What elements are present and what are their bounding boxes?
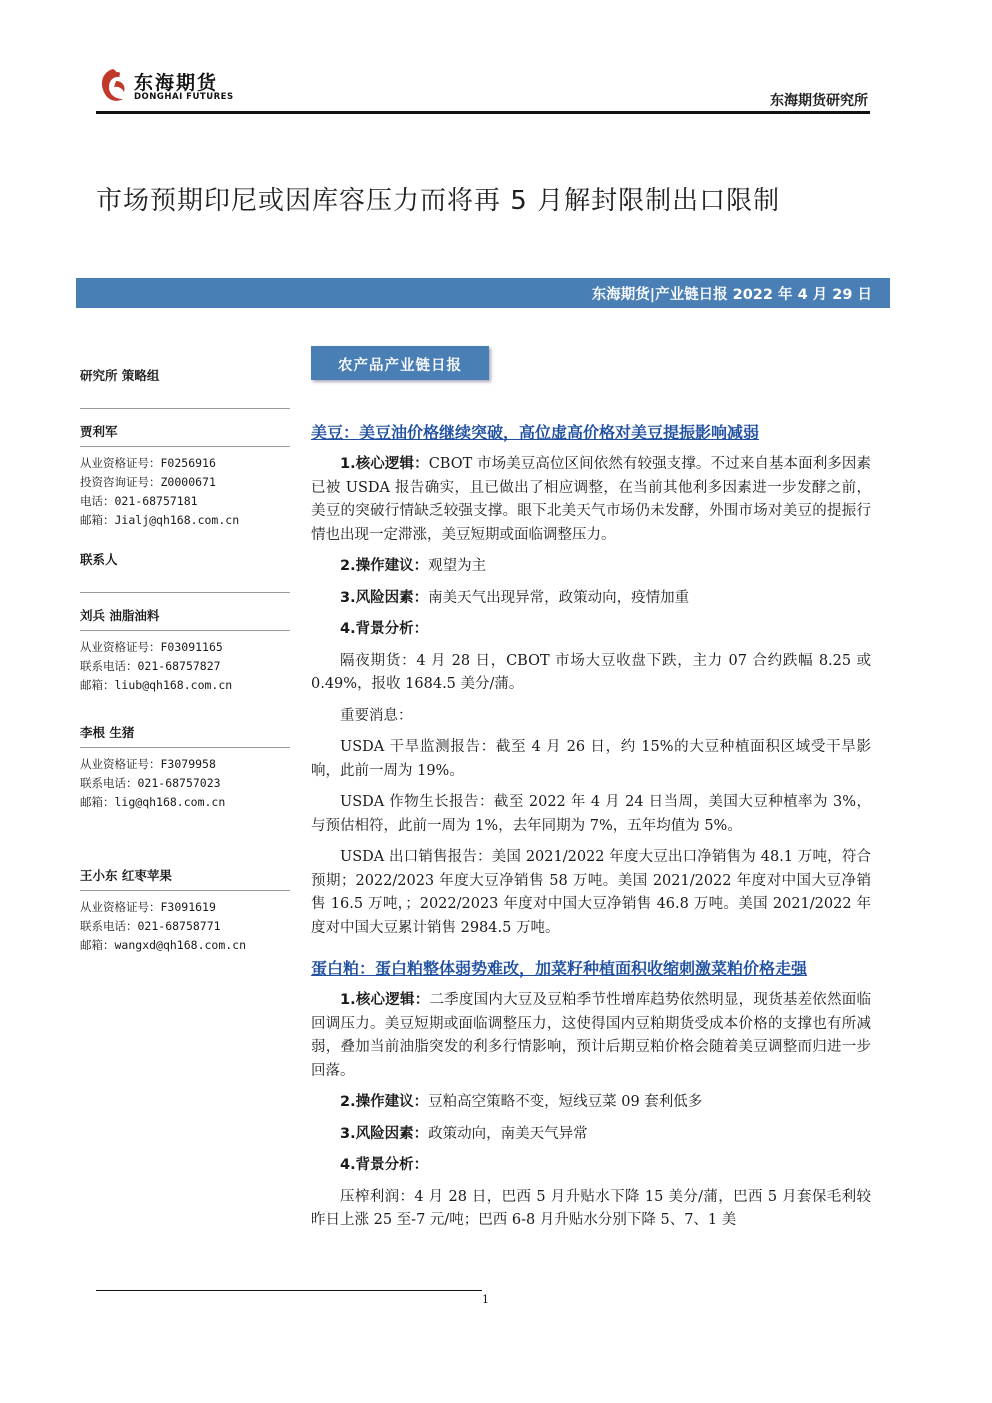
main-content: [311, 420, 871, 1241]
soy-paragraph: 隔夜期货：4 月 28 日，CBOT 市场大豆收盘下跌，主力 07 合约跌幅 8.25 或 0.49%，报收 1684.5 美分/蒲。: [311, 652, 871, 692]
meal-advice-label: 2.操作建议：: [340, 1094, 429, 1110]
footer-divider: [96, 1290, 482, 1291]
soy-advice-text: 观望为主: [428, 558, 487, 574]
section-label-text: 农产品产业链日报: [338, 358, 462, 374]
contact-detail: 联系电话：021-68757023: [80, 776, 221, 790]
contact-detail: 联系电话：021-68757827: [80, 659, 221, 673]
contact-email[interactable]: 邮箱：lig@qh168.com.cn: [80, 795, 226, 809]
meal-bg-label: 4.背景分析：: [340, 1157, 429, 1173]
soy-logic: [311, 453, 871, 547]
report-banner: [76, 278, 890, 308]
analyst-detail: 投资咨询证号：Z0000671: [80, 475, 216, 489]
soy-advice-label: 2.操作建议：: [340, 558, 429, 574]
meal-bg: [311, 1154, 871, 1178]
contact-name: 刘兵 油脂油料: [80, 608, 160, 623]
sidebar-divider: [80, 747, 290, 748]
contact-detail: 联系电话：021-68758771: [80, 919, 221, 933]
sidebar-divider: [80, 890, 290, 891]
section-label: [311, 346, 489, 380]
contact-detail: 从业资格证号：F03091165: [80, 640, 223, 654]
soy-paragraph: USDA 干旱监测报告：截至 4 月 26 日，约 15%的大豆种植面积区域受干旱影响，此前一周为 19%。: [311, 739, 871, 779]
soy-bg-label: 4.背景分析：: [340, 621, 429, 637]
soy-advice: [311, 555, 871, 579]
sidebar-divider: [80, 630, 290, 631]
header-divider: [96, 111, 870, 114]
analyst-email[interactable]: 邮箱：Jialj@qh168.com.cn: [80, 513, 240, 527]
soy-paragraph: USDA 出口销售报告：美国 2021/2022 年度大豆出口净销售为 48.1 万吨，符合预期；2022/2023 年度大豆净销售 58 万吨。美国 2021/2022 年度对中国大豆净销售 16.5 万吨，；2022/2023 年度对中国大豆净销售 46.8 万吨。美国 2021/2022 年度对中国大豆累计销售 2984.5 万吨。: [311, 849, 871, 936]
banner-text: 东海期货|产业链日报 2022 年 4 月 29 日: [591, 287, 872, 303]
sidebar-dept: 研究所 策略组: [80, 368, 160, 383]
company-logo: [96, 66, 236, 110]
soy-logic-text: CBOT 市场美豆高位区间依然有较强支撑。不过来自基本面利多因素已被 USDA 报告确实，且已做出了相应调整，在当前其他利多因素进一步发酵之前，美豆的突破行情缺乏较强支撑。眼下北美天气市场仍未发酵，外围市场对美豆的提振行情也出现一定滞涨，美豆短期或面临调整压力。: [311, 456, 871, 543]
meal-logic: [311, 989, 871, 1083]
analyst-detail: 从业资格证号：F0256916: [80, 456, 216, 470]
meal-advice: [311, 1091, 871, 1115]
soy-heading: 美豆：美豆油价格继续突破，高位虚高价格对美豆提振影响减弱: [311, 423, 760, 442]
analyst-detail: 电话：021-68757181: [80, 494, 198, 508]
analyst-name: 贾利军: [80, 424, 118, 439]
meal-logic-label: 1.核心逻辑：: [340, 992, 430, 1008]
soy-paragraph: 重要消息：: [340, 707, 413, 724]
contact-email[interactable]: 邮箱：liub@qh168.com.cn: [80, 678, 233, 692]
sidebar-divider: [80, 408, 290, 409]
author-sidebar: [80, 360, 290, 955]
contact-detail: 从业资格证号：F3079958: [80, 757, 216, 771]
meal-logic-text: 二季度国内大豆及豆粕季节性增库趋势依然明显，现货基差依然面临回调压力。美豆短期或面临调整压力，这使得国内豆粕期货受成本价格的支撑也有所减弱，叠加当前油脂突发的利多行情影响，预计后期豆粕价格会随着美豆调整而归进一步回落。: [311, 992, 871, 1079]
soy-risk-text: 南美天气出现异常，政策动向，疫情加重: [428, 589, 690, 606]
meal-paragraph: 压榨利润：4 月 28 日，巴西 5 月升贴水下降 15 美分/蒲，巴西 5 月套保毛利较昨日上涨 25 至-7 元/吨；巴西 6-8 月升贴水分别下降 5、7、1 美: [311, 1188, 871, 1228]
report-title: 市场预期印尼或因库容压力而将再 5 月解封限制出口限制: [96, 186, 781, 216]
soy-paragraph: USDA 作物生长报告：截至 2022 年 4 月 24 日当周，美国大豆种植率为 3%，与预估相符，此前一周为 1%，去年同期为 7%，五年均值为 5%。: [311, 794, 871, 834]
logo-text-cn: 东海期货: [134, 72, 219, 94]
page-number: 1: [482, 1293, 489, 1306]
soy-logic-label: 1.核心逻辑：: [340, 456, 429, 472]
institute-name: 东海期货研究所: [770, 93, 868, 109]
logo-emblem-icon: [96, 66, 130, 106]
contact-email[interactable]: 邮箱：wangxd@qh168.com.cn: [80, 938, 247, 952]
contact-detail: 从业资格证号：F3091619: [80, 900, 216, 914]
meal-risk: [311, 1123, 871, 1147]
soy-risk: [311, 587, 871, 611]
contacts-title: 联系人: [80, 552, 118, 567]
meal-risk-text: 政策动向，南美天气异常: [428, 1125, 588, 1142]
meal-heading: 蛋白粕：蛋白粕整体弱势难改，加菜籽种植面积收缩刺激菜粕价格走强: [311, 959, 808, 978]
meal-risk-label: 3.风险因素：: [340, 1125, 429, 1142]
soy-bg: [311, 618, 871, 642]
meal-advice-text: 豆粕高空策略不变，短线豆菜 09 套利低多: [428, 1094, 703, 1110]
sidebar-divider: [80, 446, 290, 447]
sidebar-divider: [80, 592, 290, 593]
contact-name: 李根 生猪: [80, 725, 135, 740]
contact-name: 王小东 红枣苹果: [80, 868, 172, 883]
logo-text-en: DONGHAI FUTURES: [134, 92, 234, 102]
soy-risk-label: 3.风险因素：: [340, 589, 429, 606]
